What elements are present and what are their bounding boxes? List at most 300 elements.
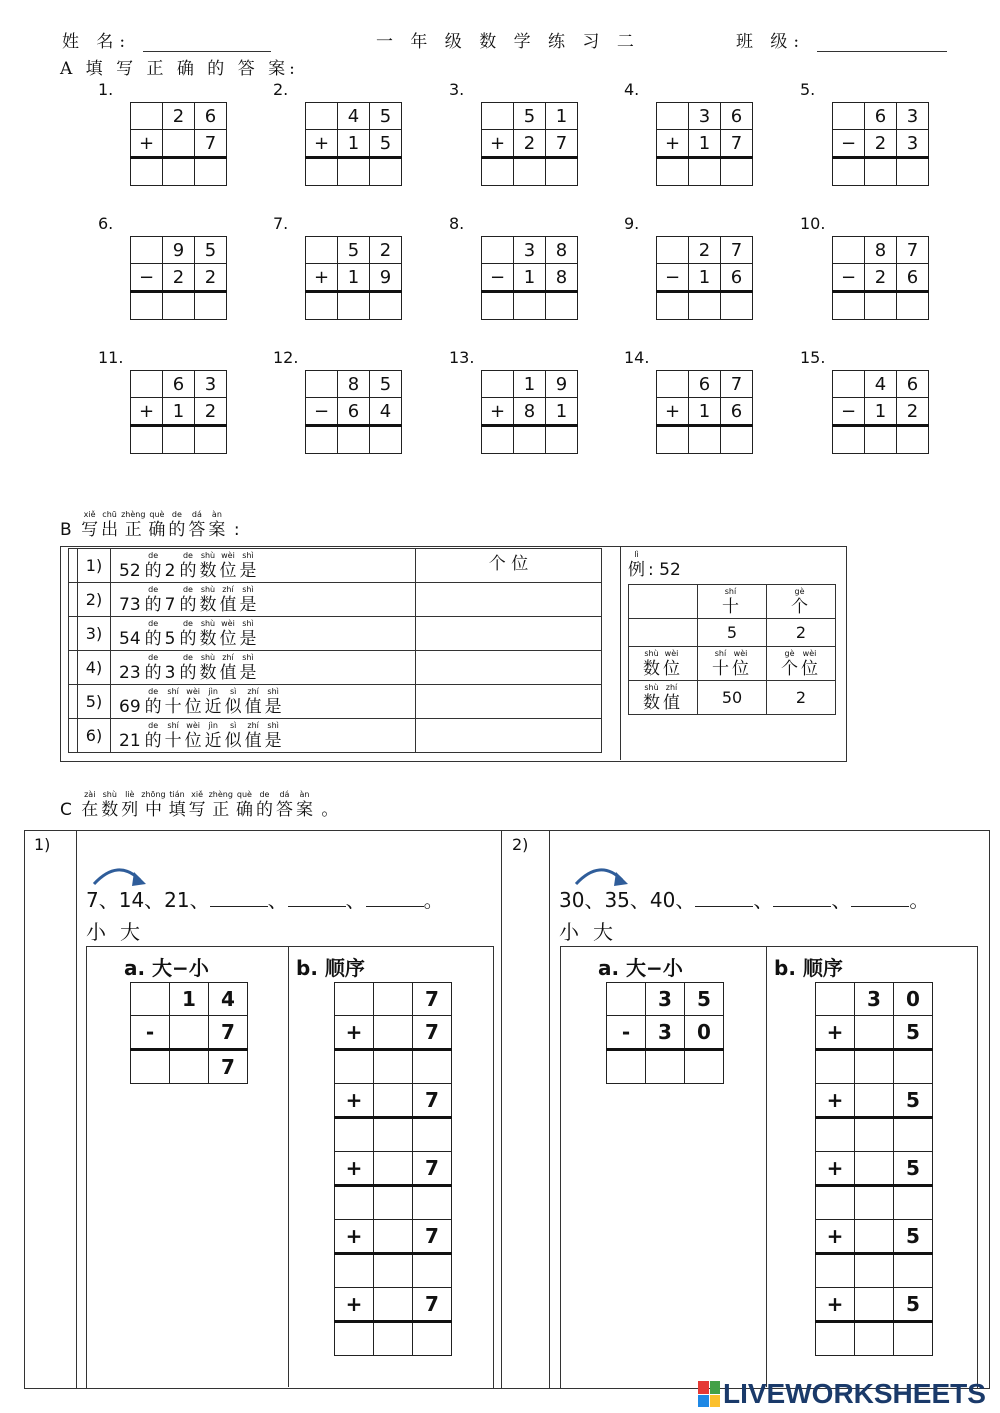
question-text [111, 685, 416, 719]
grid-cell [607, 983, 646, 1016]
grid-cell [657, 371, 689, 398]
section-c-col-line-3 [549, 830, 550, 1388]
answer-cell[interactable] [514, 292, 546, 320]
answer-cell[interactable] [855, 1186, 894, 1220]
grid-cell [131, 983, 170, 1016]
answer-cell[interactable] [370, 292, 402, 320]
grid-cell: 6 [897, 371, 929, 398]
de-char: de 的 [144, 584, 162, 615]
grid-cell: 3 [514, 237, 546, 264]
answer-cell[interactable] [374, 1186, 413, 1220]
grid-cell: 2 [689, 237, 721, 264]
sequence-blank[interactable] [851, 890, 909, 907]
section-c-title [60, 790, 342, 820]
problem-number: 12. [273, 348, 299, 367]
grid-cell: 9 [370, 264, 402, 292]
grid-cell: 6 [721, 398, 753, 426]
answer-cell[interactable] [335, 1322, 374, 1356]
row-number: 4) [78, 651, 111, 685]
answer-box[interactable] [416, 617, 602, 651]
problem-number: 15. [800, 348, 826, 367]
grid-cell: 6 [689, 371, 721, 398]
op-cell: + [335, 1084, 374, 1118]
section-c-period: 。 [321, 800, 339, 820]
de-char: de 的 [179, 550, 197, 581]
answer-cell[interactable] [721, 426, 753, 454]
problem-number: 7. [273, 214, 289, 233]
answer-cell[interactable] [685, 1050, 724, 1084]
grid-cell: + [131, 398, 163, 426]
de-char: de 的 [179, 584, 197, 615]
answer-cell[interactable] [306, 158, 338, 186]
a-table [130, 982, 248, 1084]
number-text: 69 [119, 696, 141, 717]
number-text: 52 [119, 560, 141, 581]
answer-cell[interactable] [413, 1254, 452, 1288]
part-number: 2) [512, 835, 529, 854]
answer-cell[interactable] [131, 426, 163, 454]
answer-cell[interactable] [338, 292, 370, 320]
grid-cell [833, 237, 865, 264]
grid-cell: 7 [546, 130, 578, 158]
question-text [111, 719, 416, 753]
grid-cell: 2 [163, 264, 195, 292]
grid-cell: 7 [413, 1016, 452, 1050]
title-char: zhōng 中 [141, 790, 166, 820]
watermark-text: LIVEWORKSHEETS [723, 1378, 986, 1409]
title-char: zhèng 正 [121, 510, 146, 540]
question-text [111, 651, 416, 685]
answer-cell[interactable] [855, 1050, 894, 1084]
ruby-char: shù 数 [199, 618, 217, 649]
answer-cell[interactable] [607, 1050, 646, 1084]
answer-cell[interactable] [195, 158, 227, 186]
example-digit: 5 [698, 619, 767, 647]
answer-cell[interactable] [374, 1118, 413, 1152]
section-b-row [69, 583, 602, 617]
grid-cell [306, 237, 338, 264]
ruby-char: wèi 位 [219, 550, 237, 581]
grid-cell: + [482, 398, 514, 426]
grid-cell: 6 [163, 371, 195, 398]
grid-cell: + [482, 130, 514, 158]
answer-cell[interactable] [482, 292, 514, 320]
answer-cell[interactable] [163, 158, 195, 186]
title-char: de 的 [168, 510, 186, 540]
grid-cell: 4 [865, 371, 897, 398]
page-title: 一 年 级 数 学 练 习 二 [376, 32, 640, 52]
grid-cell: 7 [413, 1288, 452, 1322]
answer-cell[interactable] [370, 158, 402, 186]
class-field[interactable] [817, 35, 947, 52]
row-number: 6) [78, 719, 111, 753]
grid-cell: − [306, 398, 338, 426]
a-label: a. 大−小 [124, 956, 209, 980]
number-text: 21 [119, 730, 141, 751]
answer-cell[interactable] [482, 158, 514, 186]
answer-cell[interactable] [897, 426, 929, 454]
answer-cell[interactable] [865, 292, 897, 320]
answer-cell[interactable] [833, 158, 865, 186]
answer-cell[interactable] [657, 158, 689, 186]
ruby-char: shì 是 [239, 584, 257, 615]
problem-grid [656, 102, 753, 186]
problem-grid [130, 236, 227, 320]
answer-cell[interactable] [721, 292, 753, 320]
title-char: àn 案 [295, 790, 313, 820]
li-char: lì 例 [628, 550, 645, 580]
problem-grid [305, 102, 402, 186]
question-text [111, 617, 416, 651]
problem-grid [481, 236, 578, 320]
answer-cell[interactable] [689, 426, 721, 454]
grid-cell: − [482, 264, 514, 292]
section-c-col-line-2 [501, 830, 502, 1388]
problem-number: 5. [800, 80, 816, 99]
ruby-char: gè 个 [781, 648, 798, 679]
answer-cell[interactable] [897, 158, 929, 186]
de-char: de 的 [144, 652, 162, 683]
grid-cell [482, 103, 514, 130]
answer-box[interactable] [416, 583, 602, 617]
ruby-char: shù 数 [199, 652, 217, 683]
answer-cell[interactable] [646, 1050, 685, 1084]
answer-cell[interactable] [894, 1322, 933, 1356]
answer-cell[interactable] [374, 1050, 413, 1084]
example-value: 50 [698, 681, 767, 715]
digit-text: 5 [164, 628, 176, 649]
ruby-char: shì 是 [239, 550, 257, 581]
answer-cell[interactable] [855, 1118, 894, 1152]
answer-cell[interactable] [816, 1118, 855, 1152]
sequence-given: 30、35、40、 [559, 888, 696, 912]
answer-cell[interactable] [413, 1322, 452, 1356]
grid-cell: 3 [897, 103, 929, 130]
number-text: 54 [119, 628, 141, 649]
answer-cell[interactable] [335, 1254, 374, 1288]
ruby-char: sì 似 [224, 720, 242, 751]
answer-box[interactable] [416, 719, 602, 753]
answer-cell[interactable] [546, 158, 578, 186]
answer-cell[interactable] [514, 426, 546, 454]
sequence-given: 7、14、21、 [86, 888, 210, 912]
answer-cell[interactable] [689, 292, 721, 320]
ruby-char: zhí 值 [663, 682, 680, 713]
answer-cell[interactable] [163, 426, 195, 454]
grid-cell: 7 [897, 237, 929, 264]
grid-cell: − [833, 398, 865, 426]
work-box-divider [766, 946, 767, 1387]
answer-cell[interactable] [370, 426, 402, 454]
answer-cell[interactable] [816, 1186, 855, 1220]
ruby-char: shù 数 [199, 550, 217, 581]
name-label: 姓 名: [62, 32, 132, 52]
answer-box[interactable] [416, 549, 602, 583]
answer-cell[interactable] [865, 426, 897, 454]
op-cell: + [816, 1288, 855, 1322]
grid-cell: 2 [865, 130, 897, 158]
answer-cell[interactable] [833, 292, 865, 320]
grid-cell: 6 [721, 103, 753, 130]
grid-cell: 7 [209, 1016, 248, 1050]
grid-cell: 2 [370, 237, 402, 264]
class-label: 班 级: [736, 32, 806, 52]
example-box [628, 550, 836, 715]
answer-cell[interactable] [163, 292, 195, 320]
sequence-blank[interactable] [210, 890, 268, 907]
problem-grid [832, 102, 929, 186]
grid-cell: 9 [546, 371, 578, 398]
ruby-char: shí 十 [164, 686, 182, 717]
example-value: 2 [767, 681, 836, 715]
grid-cell [833, 103, 865, 130]
de-char: de 的 [144, 720, 162, 751]
grid-cell: 7 [413, 1152, 452, 1186]
grid-cell: 5 [894, 1220, 933, 1254]
ruby-char: zhí 值 [244, 686, 262, 717]
grid-cell: − [833, 130, 865, 158]
answer-cell[interactable] [195, 292, 227, 320]
answer-box[interactable] [416, 651, 602, 685]
section-b-row [69, 617, 602, 651]
title-char: dá 答 [275, 790, 293, 820]
grid-cell: + [306, 130, 338, 158]
problem-grid [481, 370, 578, 454]
grid-cell: 6 [897, 264, 929, 292]
grid-cell: 6 [195, 103, 227, 130]
problem-grid [832, 236, 929, 320]
name-field[interactable] [143, 35, 271, 52]
answer-cell[interactable] [374, 1254, 413, 1288]
de-char: de 的 [144, 550, 162, 581]
title-char: liè 列 [121, 790, 139, 820]
section-b-table [68, 548, 602, 753]
ruby-char: shì 是 [264, 720, 282, 751]
section-b-row [69, 685, 602, 719]
answer-cell[interactable] [816, 1050, 855, 1084]
answer-cell[interactable] [546, 426, 578, 454]
b-table [334, 982, 452, 1356]
grid-cell: 2 [897, 398, 929, 426]
op-cell: + [816, 1220, 855, 1254]
example-label: : 52 [648, 560, 681, 580]
answer-cell[interactable] [721, 158, 753, 186]
row-number: 2) [78, 583, 111, 617]
answer-cell[interactable] [855, 1254, 894, 1288]
grid-cell: 1 [170, 983, 209, 1016]
grid-cell [816, 983, 855, 1016]
grid-cell [335, 983, 374, 1016]
answer-box[interactable] [416, 685, 602, 719]
work-box-divider [288, 946, 289, 1387]
grid-cell: 7 [195, 130, 227, 158]
answer-cell[interactable] [131, 292, 163, 320]
grid-cell: 4 [370, 398, 402, 426]
ruby-char: jìn 近 [204, 720, 222, 751]
question-text [111, 583, 416, 617]
ruby-char: sì 似 [224, 686, 242, 717]
answer-cell[interactable] [413, 1186, 452, 1220]
sequence-blank[interactable] [773, 890, 831, 907]
grid-cell [833, 371, 865, 398]
answer-cell[interactable] [894, 1050, 933, 1084]
answer-cell[interactable] [338, 426, 370, 454]
answer-cell[interactable] [657, 292, 689, 320]
answer-cell[interactable] [657, 426, 689, 454]
grid-cell: 5 [894, 1016, 933, 1050]
answer-cell[interactable] [335, 1050, 374, 1084]
answer-cell[interactable] [413, 1118, 452, 1152]
b-label: b. 顺序 [774, 956, 843, 980]
ruby-char: wèi 位 [801, 648, 818, 679]
answer-cell[interactable] [689, 158, 721, 186]
grid-cell: 7 [721, 130, 753, 158]
grid-cell: 2 [195, 264, 227, 292]
row-number: 5) [78, 685, 111, 719]
answer-cell[interactable] [306, 292, 338, 320]
section-b-title [60, 510, 244, 540]
title-char: àn 案 [208, 510, 226, 540]
small-big-label: 小大 [559, 920, 627, 944]
problem-grid [305, 236, 402, 320]
answer-cell[interactable] [482, 426, 514, 454]
grid-cell: − [833, 264, 865, 292]
section-b-row [69, 719, 602, 753]
answer-cell[interactable] [833, 426, 865, 454]
de-char: de 的 [144, 686, 162, 717]
ruby-char: shù 数 [643, 682, 660, 713]
small-big-label: 小大 [86, 920, 154, 944]
answer-cell[interactable] [413, 1050, 452, 1084]
ruby-char: wèi 位 [219, 618, 237, 649]
ruby-char: zhí 值 [244, 720, 262, 751]
problem-number: 8. [449, 214, 465, 233]
number-text: 23 [119, 662, 141, 683]
title-char: dá 答 [188, 510, 206, 540]
answer-cell[interactable] [374, 1322, 413, 1356]
answer-cell[interactable] [131, 1050, 170, 1084]
grid-cell: − [657, 264, 689, 292]
answer-cell[interactable] [546, 292, 578, 320]
answer-text: 个 位 [488, 554, 529, 574]
problem-number: 4. [624, 80, 640, 99]
section-c-letter: C [60, 800, 72, 820]
grid-cell [482, 371, 514, 398]
title-char: chū 出 [101, 510, 119, 540]
answer-cell[interactable] [338, 158, 370, 186]
grid-cell: 8 [514, 398, 546, 426]
problem-grid [305, 370, 402, 454]
answer-cell[interactable] [897, 292, 929, 320]
ruby-char: shì 是 [264, 686, 282, 717]
grid-cell: 1 [689, 130, 721, 158]
grid-cell: 5 [338, 237, 370, 264]
grid-cell: 1 [514, 371, 546, 398]
problem-number: 14. [624, 348, 650, 367]
answer-cell[interactable] [894, 1118, 933, 1152]
ruby-char: wèi 位 [663, 648, 680, 679]
answer-cell[interactable] [865, 158, 897, 186]
grid-cell: 5 [370, 130, 402, 158]
ruby-char: wèi 位 [184, 720, 202, 751]
grid-cell: 1 [514, 264, 546, 292]
answer-cell[interactable] [335, 1118, 374, 1152]
ruby-char: shí 十 [722, 586, 739, 617]
answer-cell[interactable] [195, 426, 227, 454]
grid-cell: 1 [865, 398, 897, 426]
grid-cell: 3 [195, 371, 227, 398]
problem-grid [656, 236, 753, 320]
grid-cell: 7 [721, 237, 753, 264]
number-text: 73 [119, 594, 141, 615]
grid-cell: 8 [865, 237, 897, 264]
answer-cell[interactable] [894, 1254, 933, 1288]
sequence-blank[interactable] [695, 890, 753, 907]
a-table [606, 982, 724, 1084]
de-char: de 的 [179, 618, 197, 649]
ruby-char: shù 数 [199, 584, 217, 615]
op-cell: + [335, 1288, 374, 1322]
grid-cell: 5 [685, 983, 724, 1016]
problem-grid [481, 102, 578, 186]
answer-cell[interactable] [306, 426, 338, 454]
title-char: xiě 写 [81, 510, 99, 540]
answer-cell[interactable] [514, 158, 546, 186]
answer-cell[interactable] [170, 1050, 209, 1084]
grid-cell: 0 [685, 1016, 724, 1050]
sequence-blank[interactable] [288, 890, 346, 907]
answer-cell[interactable] [335, 1186, 374, 1220]
de-char: de 的 [144, 618, 162, 649]
grid-cell [170, 1016, 209, 1050]
ruby-char: gè 个 [791, 586, 808, 617]
ruby-char: jìn 近 [204, 686, 222, 717]
op-cell: + [816, 1016, 855, 1050]
grid-cell: 4 [209, 983, 248, 1016]
problem-number: 1. [98, 80, 114, 99]
grid-cell: 8 [546, 237, 578, 264]
sequence-blank[interactable] [366, 890, 424, 907]
problem-number: 11. [98, 348, 124, 367]
grid-cell: 5 [894, 1152, 933, 1186]
answer-cell[interactable]: 7 [209, 1050, 248, 1084]
ruby-char: zhí 值 [219, 584, 237, 615]
answer-cell[interactable] [816, 1322, 855, 1356]
grid-cell: - [131, 1016, 170, 1050]
answer-cell[interactable] [131, 158, 163, 186]
digit-text: 3 [164, 662, 176, 683]
grid-cell: 1 [546, 103, 578, 130]
class-label-row [736, 27, 947, 52]
grid-cell [131, 371, 163, 398]
grid-cell [306, 103, 338, 130]
grid-cell: 6 [865, 103, 897, 130]
question-text [111, 549, 416, 583]
part-number: 1) [34, 835, 51, 854]
answer-cell[interactable] [816, 1254, 855, 1288]
a-label: a. 大−小 [598, 956, 683, 980]
ruby-char: shí 十 [164, 720, 182, 751]
grid-cell [374, 983, 413, 1016]
grid-cell: - [607, 1016, 646, 1050]
answer-cell[interactable] [855, 1322, 894, 1356]
grid-cell: 3 [855, 983, 894, 1016]
row-number: 1) [78, 549, 111, 583]
section-b-row [69, 651, 602, 685]
grid-cell: 1 [338, 130, 370, 158]
grid-cell [131, 103, 163, 130]
answer-cell[interactable] [894, 1186, 933, 1220]
